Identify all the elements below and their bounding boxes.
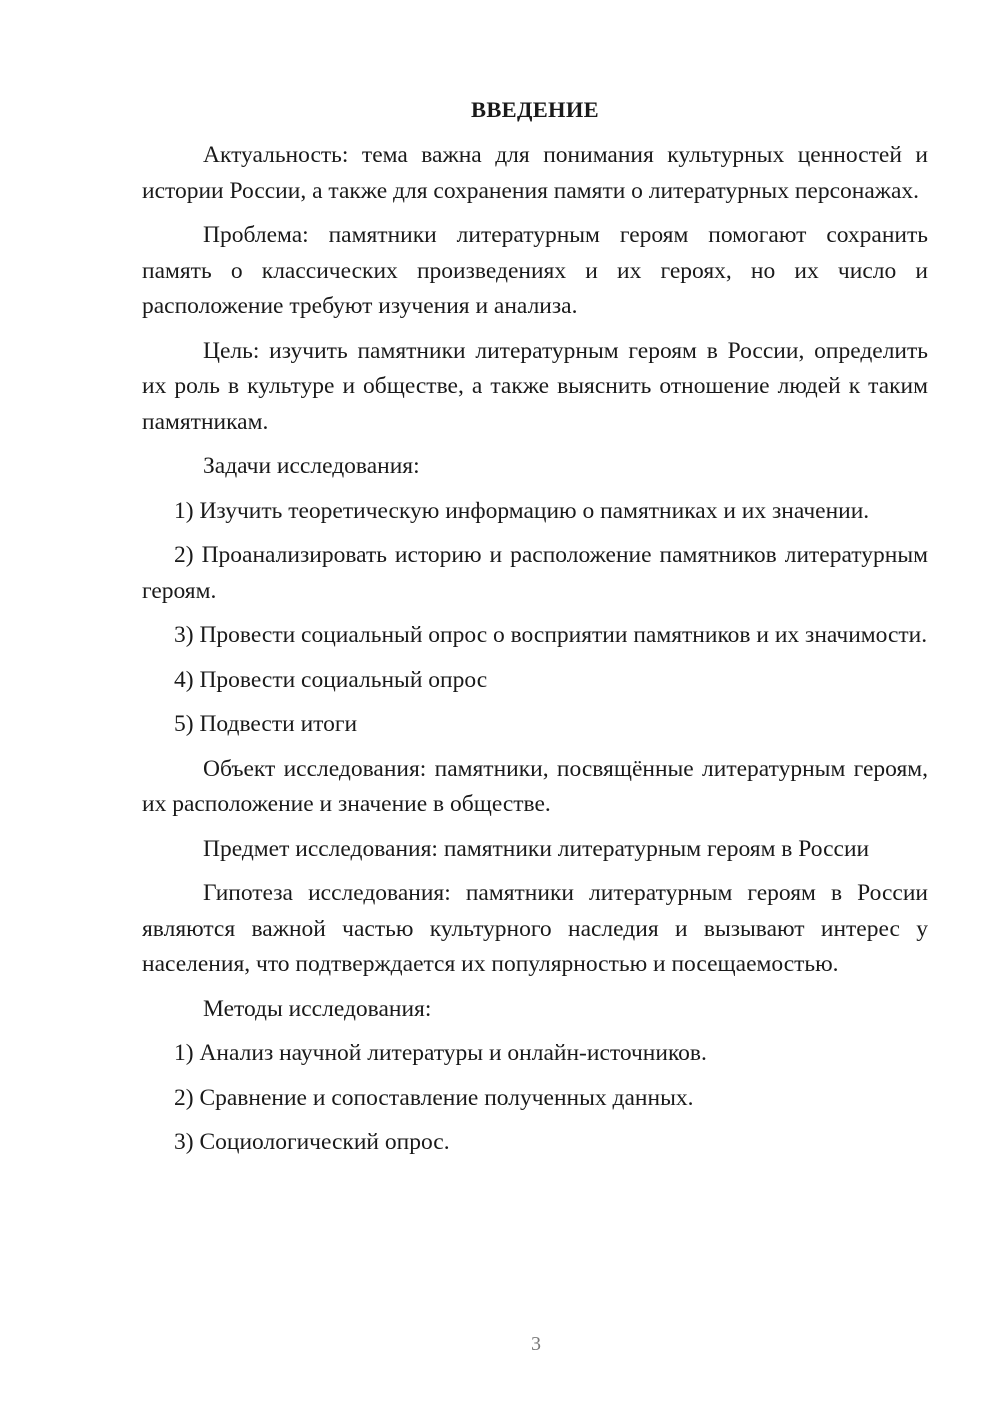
task-item: 5) Подвести итоги xyxy=(174,711,358,737)
method-item: 2) Сравнение и сопоставление полученных данных. xyxy=(174,1084,694,1111)
object-paragraph: Объект исследования: памятники, посвящённые литературным героям, их расположение и значение в обществе. xyxy=(142,755,928,817)
relevance-paragraph: Актуальность: тема важна для понимания культурных ценностей и истории России, а также для сохранения памяти о литературных персонажах. xyxy=(142,142,928,204)
document-page xyxy=(142,92,928,1170)
hypothesis-paragraph: Гипотеза исследования: памятники литературным героям в России являются важной частью культурного наследия и вызывают интерес у населения, что подтверждается их популярностью и посещаемостью. xyxy=(142,880,928,977)
goal-paragraph: Цель: изучить памятники литературным героям в России, определить их роль в культуре и обществе, а также выяснить отношение людей к таким памятникам. xyxy=(142,337,928,435)
tasks-heading: Задачи исследования: xyxy=(203,453,420,479)
task-item: 3) Провести социальный опрос о восприятии памятников и их значимости. xyxy=(174,622,928,648)
task-item: 2) Проанализировать историю и расположение памятников литературным героям. xyxy=(142,542,928,604)
section-title: ВВЕДЕНИЕ xyxy=(471,97,599,122)
method-item: 1) Анализ научной литературы и онлайн-источников. xyxy=(174,1040,707,1066)
problem-paragraph: Проблема: памятники литературным героям помогают сохранить память о классических произведениях и их героях, но их число и расположение требуют изучения и анализа. xyxy=(142,222,928,319)
subject-paragraph: Предмет исследования: памятники литературным героям в России xyxy=(203,835,870,862)
task-item: 1) Изучить теоретическую информацию о памятниках и их значении. xyxy=(174,497,870,524)
method-item: 3) Социологический опрос. xyxy=(174,1129,450,1155)
page-number: 3 xyxy=(531,1333,541,1355)
methods-heading: Методы исследования: xyxy=(203,995,432,1022)
task-item: 4) Провести социальный опрос xyxy=(174,666,488,693)
